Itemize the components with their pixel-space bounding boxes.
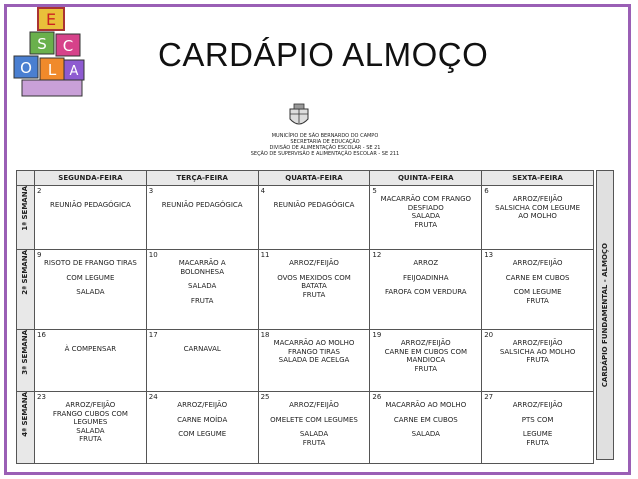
day-number: 18 — [260, 331, 270, 339]
menu-cell — [258, 330, 370, 392]
menu-items — [147, 186, 258, 210]
menu-cell — [482, 392, 594, 464]
menu-items — [35, 392, 146, 444]
day-number: 27 — [484, 393, 494, 401]
menu-item: REUNIÃO PEDAGÓGICA — [161, 201, 243, 209]
day-number: 17 — [148, 331, 158, 339]
menu-item: CARNE EM CUBOS — [393, 415, 458, 424]
table-row — [17, 250, 594, 330]
menu-item: RISOTO DE FRANGO TIRAS — [43, 259, 137, 267]
menu-item: OMELETE COM LEGUMES — [270, 415, 358, 424]
week-label: 3ª SEMANA — [21, 330, 30, 375]
day-number: 26 — [372, 393, 382, 401]
day-number: 6 — [484, 187, 489, 195]
menu-item: ARROZ/FEIJÃO — [65, 401, 116, 409]
menu-item: SALSICHA AO MOLHO — [499, 347, 576, 356]
day-number: 5 — [372, 187, 377, 195]
crest-icon — [286, 103, 312, 131]
menu-item: ARROZ/FEIJÃO — [400, 339, 451, 347]
header-line: DIVISÃO DE ALIMENTAÇÃO ESCOLAR - SE 21 — [269, 145, 381, 151]
menu-item: AO MOLHO — [518, 212, 557, 220]
menu-item: ARROZ/FEIJÃO — [289, 401, 339, 409]
menu-item: ARROZ/FEIJÃO — [512, 339, 563, 347]
menu-cell — [146, 186, 258, 250]
menu-item: ARROZ/FEIJÃO — [289, 259, 339, 267]
menu-cell — [370, 330, 482, 392]
menu-item: FEIJOADINHA — [403, 273, 449, 282]
menu-table — [16, 170, 594, 464]
menu-item: ARROZ/FEIJÃO — [512, 195, 563, 203]
menu-item: SALADA — [299, 430, 329, 438]
menu-item: DESFIADO — [407, 203, 444, 212]
menu-items — [147, 330, 258, 354]
svg-text:A: A — [69, 64, 79, 79]
menu-items — [259, 250, 370, 299]
day-number: 25 — [260, 393, 270, 401]
day-header: QUARTA-FEIRA — [258, 171, 370, 186]
menu-cell — [146, 330, 258, 392]
menu-item: CARNE EM CUBOS — [505, 273, 570, 282]
menu-item: MACARRÃO AO MOLHO — [273, 339, 355, 347]
svg-text:O: O — [20, 59, 32, 77]
menu-item: À COMPENSAR — [64, 345, 117, 353]
menu-item: PTS COM — [521, 415, 554, 424]
week-label: 1ª SEMANA — [21, 186, 30, 231]
side-label-box — [596, 170, 614, 460]
menu-cell — [258, 186, 370, 250]
menu-item: OVOS MEXIDOS COM — [277, 273, 351, 282]
menu-item: FRUTA — [526, 356, 549, 364]
menu-item: REUNIÃO PEDAGÓGICA — [50, 201, 131, 209]
day-number: 12 — [372, 251, 382, 259]
menu-items — [482, 392, 593, 447]
menu-items — [259, 330, 370, 365]
menu-items — [35, 250, 146, 297]
menu-cell — [482, 330, 594, 392]
menu-items — [482, 186, 593, 221]
menu-item: SALADA — [76, 426, 105, 435]
day-header: SEXTA-FEIRA — [482, 171, 594, 186]
menu-items — [35, 330, 146, 354]
menu-cell — [482, 250, 594, 330]
menu-item: SALADA — [188, 282, 217, 290]
document-header — [200, 133, 450, 157]
day-number: 10 — [148, 251, 158, 259]
menu-item: SALADA — [411, 430, 440, 438]
menu-item: FRUTA — [302, 438, 326, 447]
menu-item: SALSICHA COM LEGUME — [495, 203, 581, 212]
day-number: 16 — [37, 331, 46, 339]
menu-items — [259, 186, 370, 210]
menu-cell — [258, 392, 370, 464]
menu-cell — [146, 250, 258, 330]
header-line: SEÇÃO DE SUPERVISÃO E ALIMENTAÇÃO ESCOLAR - SE 211 — [250, 151, 400, 157]
corner-cell — [17, 171, 35, 186]
menu-items — [482, 250, 593, 305]
menu-item: FAROFA COM VERDURA — [385, 288, 467, 296]
menu-item: FRANGO TIRAS — [288, 347, 340, 356]
menu-cell — [370, 250, 482, 330]
day-number: 2 — [37, 187, 42, 195]
menu-item: CARNE EM CUBOS COM — [384, 347, 467, 356]
day-number: 4 — [260, 187, 266, 195]
menu-cell — [146, 392, 258, 464]
day-header: TERÇA-FEIRA — [146, 171, 258, 186]
menu-item: ARROZ — [413, 259, 439, 267]
week-label-cell — [17, 250, 35, 330]
menu-item: FRUTA — [79, 435, 102, 443]
menu-cell — [370, 186, 482, 250]
menu-item: CARNE MOÍDA — [177, 415, 228, 424]
menu-cell — [35, 392, 147, 464]
menu-item: BATATA — [301, 282, 327, 290]
menu-item: MACARRÃO AO MOLHO — [385, 401, 467, 409]
day-number: 19 — [372, 331, 382, 339]
menu-item: SALADA — [76, 288, 105, 296]
day-header: QUINTA-FEIRA — [370, 171, 482, 186]
menu-item: FRUTA — [302, 290, 326, 299]
table-row — [17, 330, 594, 392]
menu-item: ARROZ/FEIJÃO — [177, 401, 228, 409]
table-header-row — [17, 171, 594, 186]
menu-item: SALADA DE ACELGA — [278, 356, 350, 364]
menu-item: FRUTA — [190, 296, 214, 305]
day-header: SEGUNDA-FEIRA — [35, 171, 147, 186]
menu-items — [370, 186, 481, 229]
menu-cell — [370, 392, 482, 464]
week-label: 4ª SEMANA — [21, 392, 30, 437]
menu-item: FRUTA — [414, 364, 438, 373]
menu-item: COM LEGUME — [66, 273, 115, 282]
menu-item: BOLONHESA — [180, 267, 225, 276]
menu-item: MACARRÃO COM FRANGO — [380, 195, 472, 203]
svg-text:C: C — [62, 37, 74, 55]
menu-items — [147, 250, 258, 305]
menu-item: SALADA — [411, 212, 440, 220]
svg-text:E: E — [45, 10, 57, 29]
menu-item: LEGUMES — [73, 418, 108, 426]
side-label: CARDÁPIO FUNDAMENTAL - ALMOÇO — [601, 242, 609, 388]
menu-item: REUNIÃO PEDAGÓGICA — [273, 201, 355, 209]
day-number: 3 — [148, 187, 154, 195]
day-number: 9 — [37, 251, 42, 259]
menu-items — [370, 392, 481, 439]
menu-item: FRUTA — [526, 438, 549, 447]
menu-items — [259, 392, 370, 447]
menu-item: COM LEGUME — [513, 288, 562, 296]
menu-items — [35, 186, 146, 210]
menu-item: MACARRÃO A — [178, 259, 226, 267]
menu-item: COM LEGUME — [178, 430, 227, 438]
day-number: 23 — [37, 393, 46, 401]
menu-cell — [482, 186, 594, 250]
svg-text:L: L — [47, 61, 57, 79]
page-title: CARDÁPIO ALMOÇO — [158, 36, 489, 73]
menu-item: FRANGO CUBOS COM — [52, 409, 128, 418]
menu-cell — [35, 250, 147, 330]
day-number: 20 — [484, 331, 494, 339]
week-label-cell — [17, 186, 35, 250]
menu-item: CARNAVAL — [183, 345, 221, 353]
header-line: MUNICÍPIO DE SÃO BERNARDO DO CAMPO — [271, 133, 379, 139]
svg-text:S: S — [37, 35, 47, 53]
day-number: 24 — [148, 393, 158, 401]
menu-item: FRUTA — [526, 296, 549, 305]
menu-cell — [35, 186, 147, 250]
letter-blocks-logo — [8, 6, 86, 98]
day-number: 13 — [484, 251, 494, 259]
menu-item: ARROZ/FEIJÃO — [512, 401, 563, 409]
header-line: SECRETARIA DE EDUCAÇÃO — [290, 139, 360, 145]
menu-items — [147, 392, 258, 439]
menu-cell — [35, 330, 147, 392]
menu-cell — [258, 250, 370, 330]
menu-items — [482, 330, 593, 365]
week-label-cell — [17, 392, 35, 464]
week-label: 2ª SEMANA — [21, 250, 30, 295]
menu-items — [370, 330, 481, 373]
menu-item: LEGUME — [522, 430, 553, 438]
week-label-cell — [17, 330, 35, 392]
day-number: 11 — [260, 251, 270, 259]
table-row — [17, 392, 594, 464]
menu-item: FRUTA — [414, 220, 438, 229]
menu-items — [370, 250, 481, 297]
table-row — [17, 186, 594, 250]
menu-item: MANDIOCA — [406, 356, 446, 364]
menu-item: ARROZ/FEIJÃO — [512, 259, 563, 267]
